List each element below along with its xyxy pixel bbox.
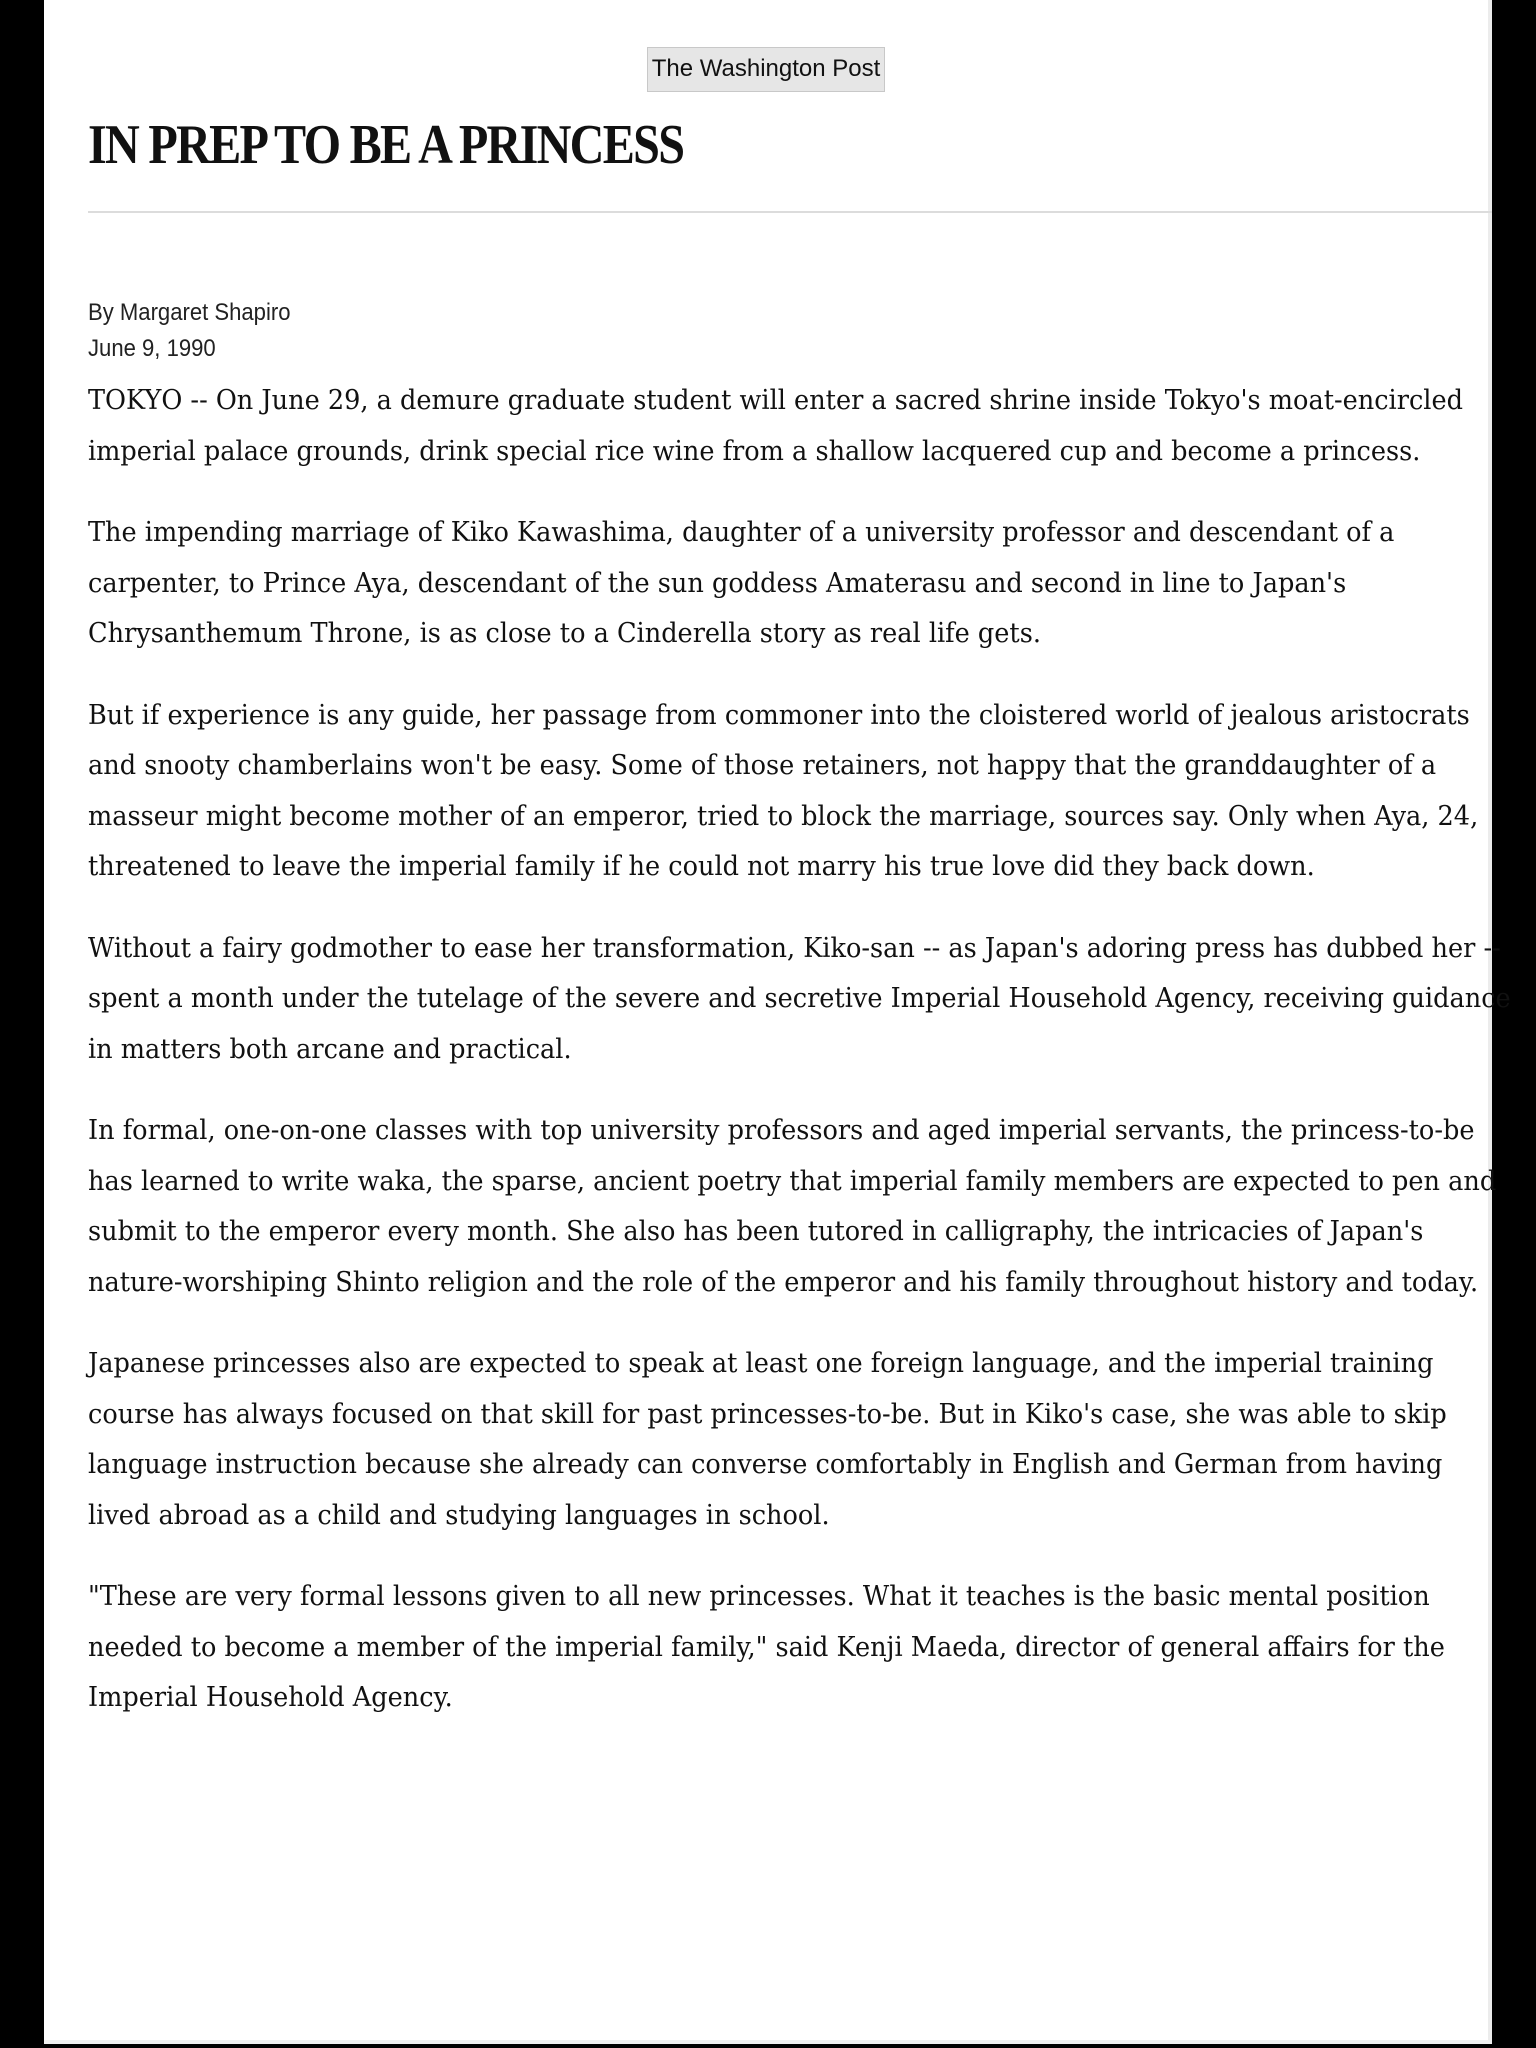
paragraph: But if experience is any guide, her passage from commoner into the cloistered world of jealous aristocrats and snooty chamberlains won't be easy. Some of those retainers, not happy that the granddaughter of a masseur might become mother of an emperor, tried to block the marriage, sources say. Only when Aya, 24, threatened to leave the imperial family if he could not marry his true love did they back down. [88, 698, 1479, 882]
article-page [44, 0, 1511, 2044]
byline: By Margaret Shapiro [88, 299, 291, 326]
paragraph: TOKYO -- On June 29, a demure graduate student will enter a sacred shrine inside Tokyo's moat-encircled imperial palace grounds, drink special rice wine from a shallow lacquered cup and become a princess. [88, 384, 1463, 467]
paragraph: In formal, one-on-one classes with top university professors and aged imperial servants, the princess-to-be has learned to write waka, the sparse, ancient poetry that imperial family members are expected to pen and submit to the emperor every month. She also has been tutored in calligraphy, the intricacies of Japan's nature-worshiping Shinto religion and the role of the emperor and his family throughout history and today. [88, 1114, 1497, 1298]
paragraph: Japanese princesses also are expected to speak at least one foreign language, and the imperial training course has always focused on that skill for past princesses-to-be. But in Kiko's case, she was able to skip language instruction because she already can converse comfortably in English and German from having lived abroad as a child and studying languages in school. [88, 1347, 1447, 1531]
paragraph: "These are very formal lessons given to all new princesses. What it teaches is the basic mental position needed to become a member of the imperial family," said Kenji Maeda, director of general affairs for the Imperial Household Agency. [88, 1580, 1445, 1713]
masthead-label: The Washington Post [647, 47, 886, 92]
headline: IN PREP TO BE A PRINCESS [88, 114, 684, 176]
headline-divider [88, 211, 1492, 213]
publish-date: June 9, 1990 [88, 335, 216, 362]
paragraph: Without a fairy godmother to ease her transformation, Kiko-san -- as Japan's adoring press has dubbed her -- spent a month under the tutelage of the severe and secretive Imperial Household Agency, receiving guidance in matters both arcane and practical. [88, 931, 1511, 1065]
masthead [44, 47, 1488, 92]
paragraph: The impending marriage of Kiko Kawashima, daughter of a university professor and descendant of a carpenter, to Prince Aya, descendant of the sun goddess Amaterasu and second in line to Japan's Chrysanthemum Throne, is as close to a Cinderella story as real life gets. [88, 516, 1395, 649]
article-body [88, 375, 1511, 1754]
